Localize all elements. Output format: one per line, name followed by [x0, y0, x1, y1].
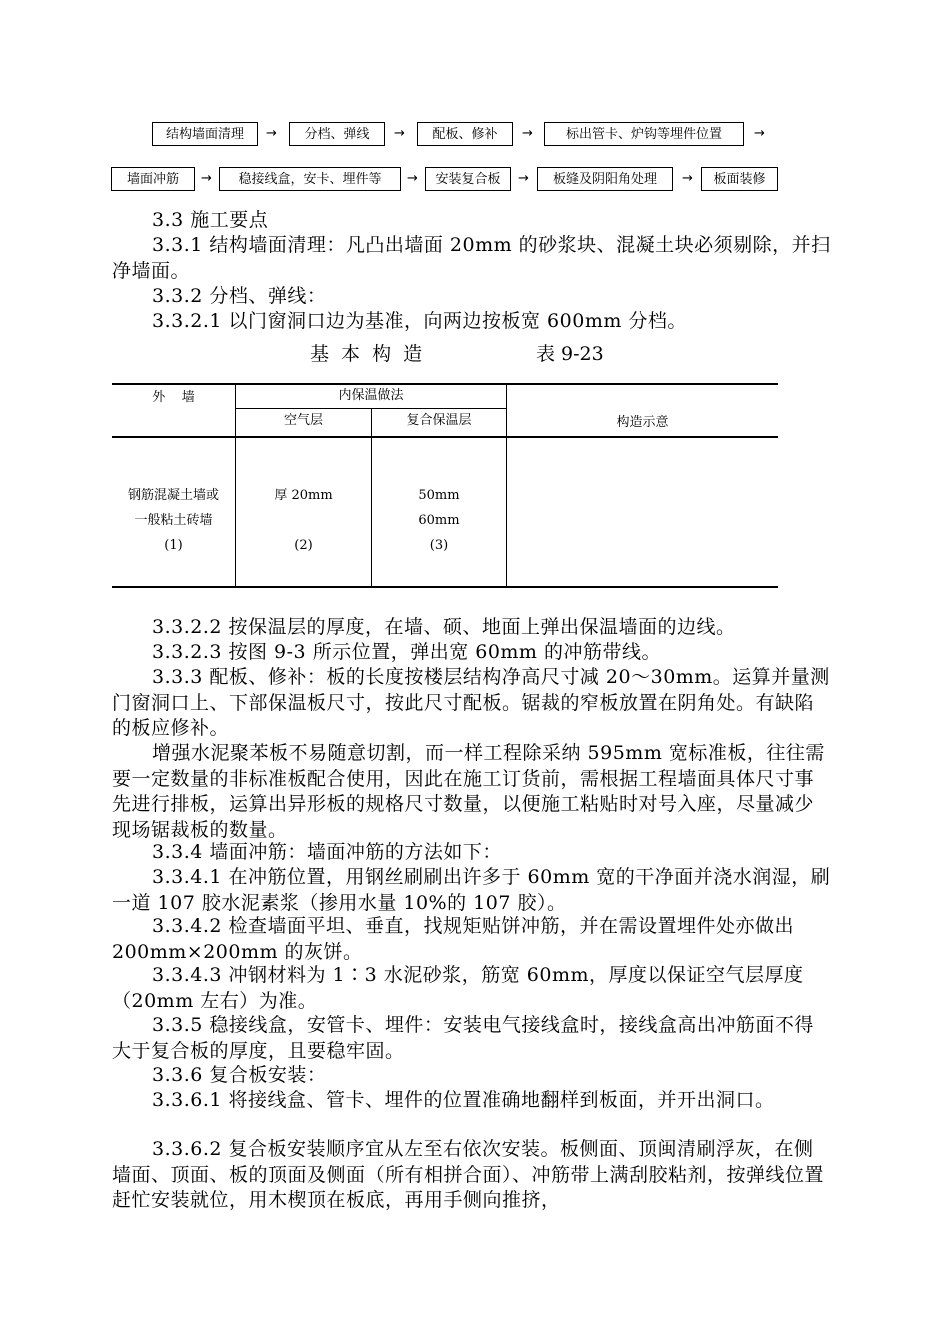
paragraph: 3.3.4.2 检查墙面平坦、垂直，找规矩贴饼冲筋，并在需设置埋件处亦做出 200mm×200mm 的灰饼。 [112, 915, 795, 963]
paragraph: 3.3.1 结构墙面清理：凡凸出墙面 20mm 的砂浆块、混凝土块必须剔除，并扫净墙面。 [112, 234, 831, 282]
flow-arrow-icon: → [522, 126, 533, 141]
paragraph: 增强水泥聚苯板不易随意切割，而一样工程除采纳 595mm 宽标准板，往往需要一定数量的非标准板配合使用，因此在施工订货前，需根据工程墙面具体尺寸事先进行排板，运算出异形板的规格尺寸数量，以便施工粘贴时对号入座，尽量减少现场锯裁板的数量。 [112, 742, 825, 841]
table-rule-header [112, 436, 778, 438]
flow-step: 板面装修 [701, 167, 778, 191]
flow-arrow-icon: → [407, 171, 418, 186]
section-heading: 3.3 施工要点 [152, 209, 269, 231]
flowchart-row-1 [0, 122, 950, 152]
paragraph: 3.3.6.2 复合板安装顺序宜从左至右依次安装。板侧面、顶闽清刷浮灰，在侧墙面、顶面、板的顶面及侧面（所有相拼合面）、冲筋带上满刮胶粘剂，按弹线位置赶忙安装就位，用木楔顶在板底，再用手侧向推挤， [112, 1138, 825, 1211]
flow-step: 配板、修补 [417, 122, 513, 146]
header-composite-layer: 复合保温层 [406, 413, 472, 428]
paragraph: 3.3.2.2 按保温层的厚度，在墙、硕、地面上弹出保温墙面的边线。 [152, 616, 736, 638]
table-rule-bottom [112, 586, 778, 588]
paragraph: 3.3.3 配板、修补：板的长度按楼层结构净高尺寸减 20～30mm。运算并量测门窗洞口上、下部保温板尺寸，按此尺寸配板。锯裁的窄板放置在阴角处。有缺陷的板应修补。 [112, 666, 830, 739]
paragraph: 3.3.6.1 将接线盒、管卡、埋件的位置准确地翻样到板面，并开出洞口。 [152, 1089, 775, 1111]
table-number: 表 9-23 [536, 343, 604, 365]
cell-wall-type-line: 钢筋混凝土墙或 [127, 488, 219, 503]
header-diagram: 构造示意 [616, 415, 669, 430]
paragraph: 3.3.4.3 冲钢材料为 1∶3 水泥砂浆，筋宽 60mm，厚度以保证空气层厚度（20mm 左右）为准。 [112, 964, 804, 1012]
flow-step: 标出管卡、炉钩等埋件位置 [544, 122, 744, 146]
paragraph: 3.3.5 稳接线盒，安管卡、埋件：安装电气接线盒时，接线盒高出冲筋面不得大于复合板的厚度，且要稳牢固。 [112, 1014, 814, 1062]
cell-air-layer-line: (2) [294, 538, 313, 553]
table-title: 基 本 构 造 [310, 343, 426, 365]
flow-arrow-icon: → [518, 171, 529, 186]
paragraph: 3.3.6 复合板安装： [152, 1064, 327, 1086]
flow-step: 分档、弹线 [289, 122, 385, 146]
flow-step: 板缝及阴阳角处理 [537, 167, 673, 191]
paragraph: 3.3.4.1 在冲筋位置，用钢丝刷刷出许多于 60mm 宽的干净面并浇水润湿，刷一道 107 胶水泥素浆（掺用水量 10%的 107 胶）。 [112, 866, 831, 914]
flowchart-row-2 [0, 167, 950, 197]
flow-arrow-icon: → [266, 126, 277, 141]
flow-step: 结构墙面清理 [152, 122, 258, 146]
flow-step: 安装复合板 [425, 167, 511, 191]
cell-air-layer-line: 厚 20mm [274, 488, 333, 503]
paragraph: 3.3.2.3 按图 9-3 所示位置，弹出宽 60mm 的冲筋带线。 [152, 641, 661, 663]
flow-step: 墙面冲筋 [111, 167, 195, 191]
flow-arrow-icon: → [201, 171, 212, 186]
paragraph: 3.3.2.1 以门窗洞口边为基准，向两边按板宽 600mm 分档。 [152, 310, 687, 332]
flow-arrow-icon: → [754, 126, 765, 141]
flow-arrow-icon: → [394, 126, 405, 141]
header-insulation: 内保温做法 [338, 388, 404, 403]
paragraph: 3.3.4 墙面冲筋：墙面冲筋的方法如下： [152, 841, 502, 863]
cell-composite-line: 50mm [418, 488, 460, 503]
header-wall: 外 墙 [152, 390, 195, 405]
flow-arrow-icon: → [682, 171, 693, 186]
paragraph: 3.3.2 分档、弹线： [152, 285, 327, 307]
cell-wall-type-line: (1) [164, 538, 183, 553]
cell-composite-line: 60mm [418, 513, 460, 528]
flow-step: 稳接线盒，安卡、埋件等 [219, 167, 401, 191]
cell-wall-type-line: 一般粘土砖墙 [134, 513, 213, 528]
header-air-layer: 空气层 [283, 413, 323, 428]
cell-composite-line: (3) [429, 538, 449, 553]
